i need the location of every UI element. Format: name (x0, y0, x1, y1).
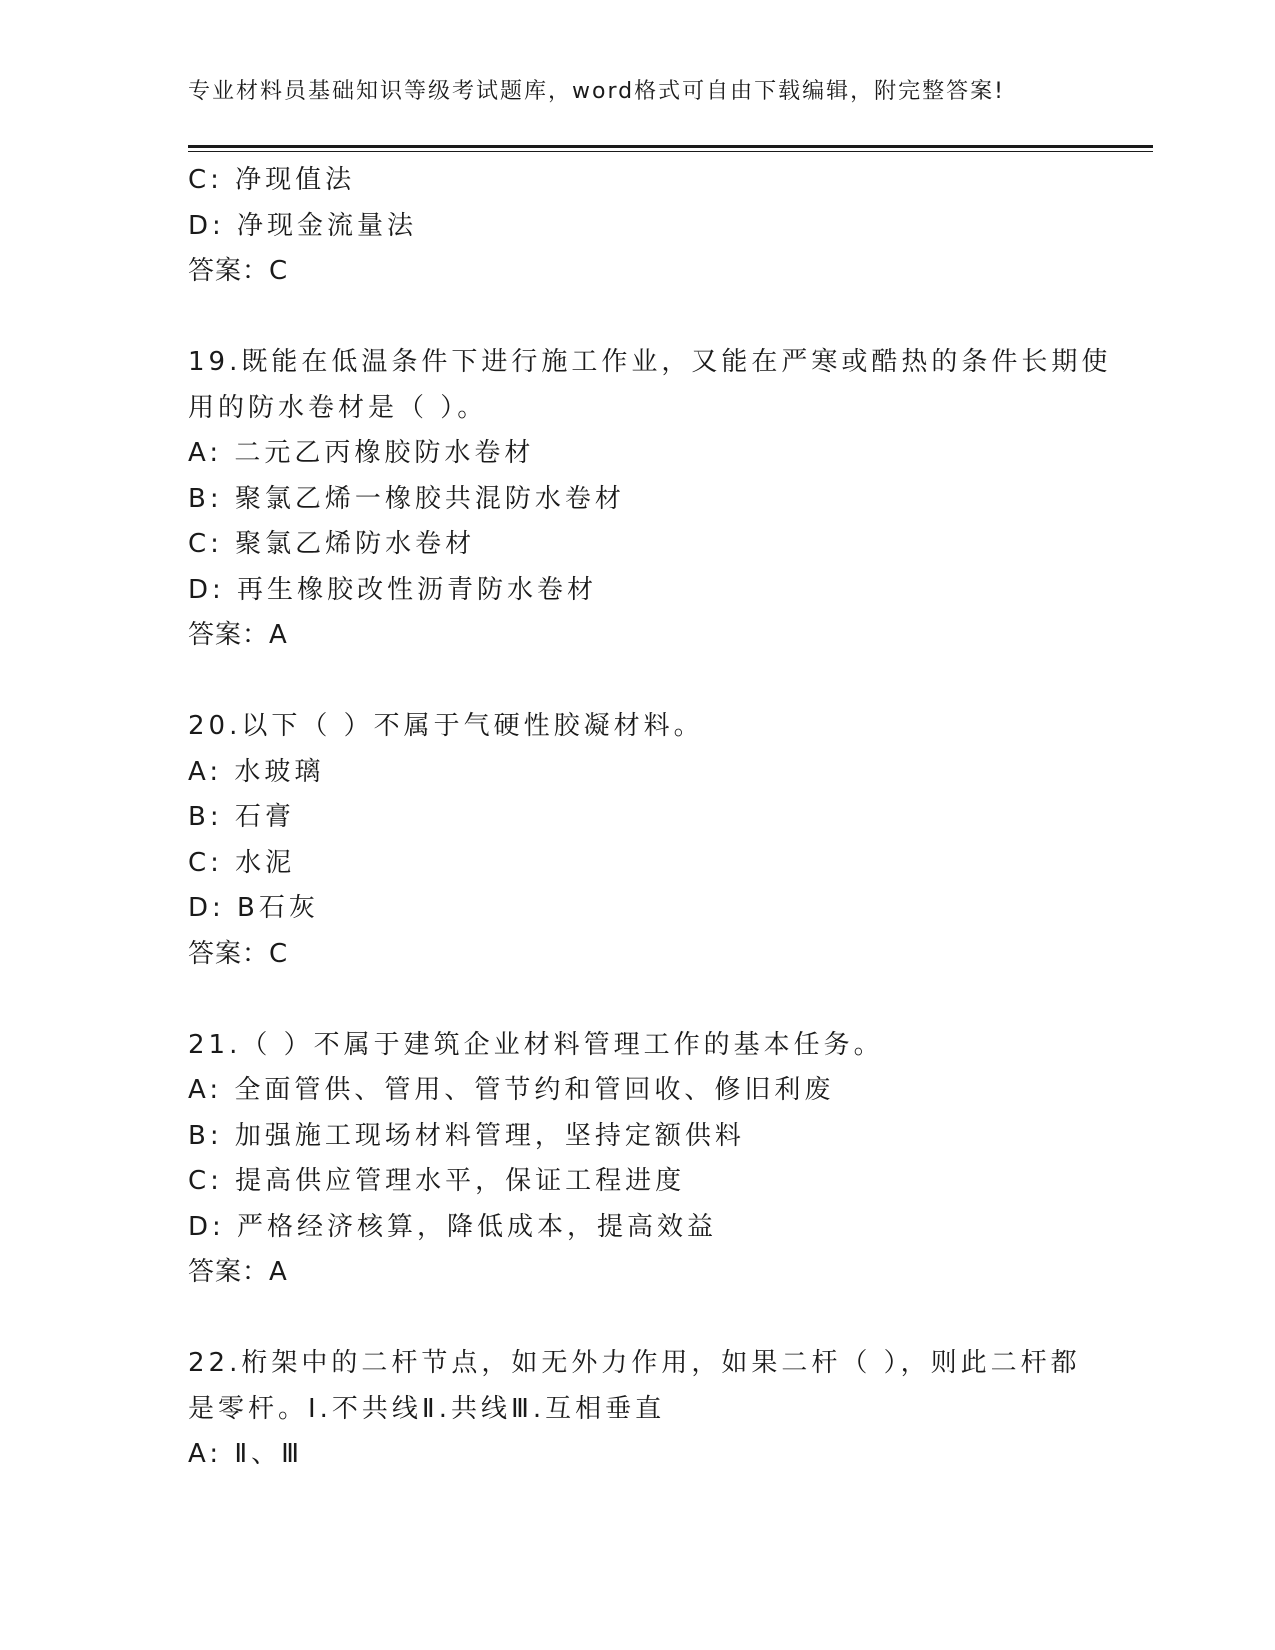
option-d: D: 严格经济核算，降低成本，提高效益 (188, 1211, 718, 1242)
prev-question (188, 158, 1088, 295)
header-rule-thick (188, 145, 1153, 148)
spacer (188, 659, 1088, 705)
option-b: B: 聚氯乙烯一橡胶共混防水卷材 (188, 483, 625, 514)
answer-line: 答案：C (188, 256, 289, 286)
question-stem: 20.以下（ ）不属于气硬性胶凝材料。 (188, 711, 704, 741)
spacer (188, 977, 1088, 1023)
option-c: C: 聚氯乙烯防水卷材 (188, 529, 476, 559)
header-rule-thin (188, 151, 1153, 152)
option-a: A: 全面管供、管用、管节约和管回收、修旧利废 (188, 1075, 835, 1105)
option-d: D: B石灰 (188, 893, 319, 923)
option-c: C: 净现值法 (188, 165, 356, 195)
spacer (188, 1296, 1088, 1342)
question-stem: 22.桁架中的二杆节点，如无外力作用，如果二杆（ ），则此二杆都 (188, 1348, 1081, 1378)
option-c: C: 提高供应管理水平，保证工程进度 (188, 1166, 686, 1196)
question-stem: 21.（ ）不属于建筑企业材料管理工作的基本任务。 (188, 1029, 884, 1060)
answer-line: 答案：A (188, 620, 288, 650)
spacer (188, 295, 1088, 341)
option-d: D: 净现金流量法 (188, 210, 418, 241)
option-b: B: 石膏 (188, 802, 295, 832)
question-stem-continued: 用的防水卷材是（ ）。 (188, 392, 488, 423)
option-a: A: 水玻璃 (188, 756, 325, 787)
answer-line: 答案：A (188, 1257, 288, 1287)
option-a: A: Ⅱ、Ⅲ (188, 1439, 304, 1469)
question-21 (188, 1023, 1088, 1296)
question-20 (188, 704, 1088, 977)
option-d: D: 再生橡胶改性沥青防水卷材 (188, 574, 598, 605)
question-19 (188, 340, 1112, 659)
page-header-text: 专业材料员基础知识等级考试题库，word格式可自由下载编辑，附完整答案! (188, 79, 1005, 104)
answer-line: 答案：C (188, 938, 289, 969)
option-a: A: 二元乙丙橡胶防水卷材 (188, 438, 535, 468)
question-stem: 19.既能在低温条件下进行施工作业，又能在严寒或酷热的条件长期使 (188, 347, 1112, 377)
question-stem-continued: 是零杆。I.不共线Ⅱ.共线Ⅲ.互相垂直 (188, 1393, 666, 1424)
option-b: B: 加强施工现场材料管理，坚持定额供料 (188, 1120, 745, 1151)
option-c: C: 水泥 (188, 847, 296, 878)
question-22 (188, 1341, 1088, 1478)
question-content (188, 158, 1112, 1478)
